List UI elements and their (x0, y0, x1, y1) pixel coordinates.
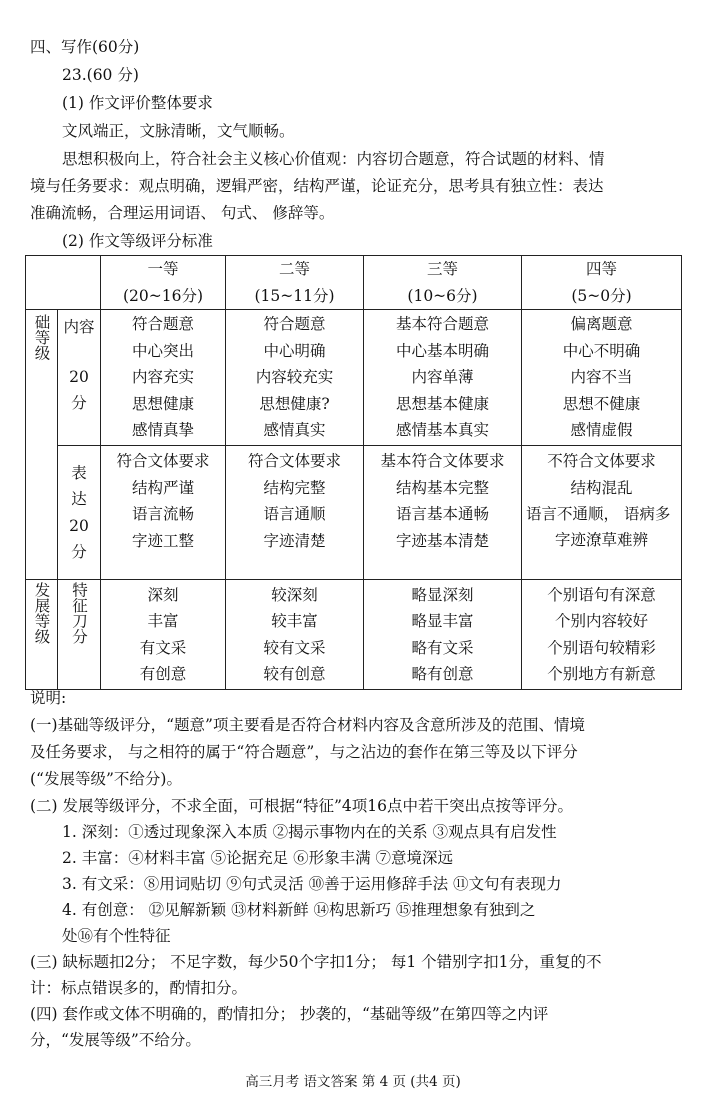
expression-label: 表 达 20 分 (58, 446, 101, 580)
development-grade-3: 略显深刻 略显丰富 略有文采 略有创意 (364, 580, 522, 690)
grade-3-header: 三等 (10~6分) (364, 256, 522, 310)
note-2-item-4-cont: 处⑯有个性特征 (62, 927, 171, 945)
part1-para-c: 准确流畅，合理运用词语、 句式、 修辞等。 (30, 204, 335, 222)
content-row (26, 310, 682, 446)
expression-grade-3: 基本符合文体要求 结构基本完整 语言基本通畅 字迹基本清楚 (364, 446, 522, 580)
note-2-item-3: 3. 有文采：⑧用词贴切 ⑨句式灵活 ⑩善于运用修辞手法 ⑪文句有表现力 (62, 875, 562, 893)
part1-para-a: 思想积极向上，符合社会主义核心价值观：内容切合题意，符合试题的材料、情 (62, 150, 605, 168)
development-row (26, 580, 682, 690)
page-footer: 高三月考 语文答案 第 4 页 (共4 页) (245, 1074, 461, 1090)
content-grade-3: 基本符合题意 中心基本明确 内容单薄 思想基本健康 感情基本真实 (364, 310, 522, 446)
expression-row (26, 446, 682, 580)
section-title: 四、写作(60分) (30, 38, 140, 56)
expression-grade-2: 符合文体要求 结构完整 语言通顺 字迹清楚 (226, 446, 364, 580)
note-2-item-2: 2. 丰富：④材料丰富 ⑤论据充足 ⑥形象丰满 ⑦意境深远 (62, 849, 453, 867)
grade-2-header: 二等 (15~11分) (226, 256, 364, 310)
development-grade-1: 深刻 丰富 有文采 有创意 (101, 580, 226, 690)
note-2-item-4: 4. 有创意： ⑫见解新颖 ⑬材料新鲜 ⑭构思新巧 ⑮推理想象有独到之 (62, 901, 536, 919)
note-1a: (一)基础等级评分，“题意”项主要看是否符合材料内容及含意所涉及的范围、情境 (30, 716, 585, 734)
header-blank-cell (26, 256, 101, 310)
development-grade-4: 个别语句有深意 个别内容较好 个别语句较精彩 个别地方有新意 (522, 580, 682, 690)
development-grade-2: 较深刻 较丰富 较有文采 较有创意 (226, 580, 364, 690)
note-1c: (“发展等级”不给分)。 (30, 770, 182, 788)
part1-heading: (1) 作文评价整体要求 (62, 94, 213, 112)
note-3a: (三) 缺标题扣2分； 不足字数，每少50个字扣1分； 每1 个错别字扣1分，重复的不 (30, 953, 602, 971)
part1-line1: 文风端正，文脉清晰，文气顺畅。 (62, 122, 295, 140)
expression-grade-4: 不符合文体要求 结构混乱 语言不通顺， 语病多 字迹潦草难辨 (522, 446, 682, 580)
note-1b: 及任务要求， 与之相符的属于“符合题意”，与之沾边的套作在第三等及以下评分 (30, 743, 578, 761)
notes-title: 说明: (30, 689, 67, 707)
grade-4-header: 四等 (5~0分) (522, 256, 682, 310)
part2-heading: (2) 作文等级评分标准 (62, 232, 213, 250)
basic-level-label: 础等级 (26, 310, 58, 580)
note-4a: (四) 套作或文体不明确的，酌情扣分； 抄袭的，“基础等级”在第四等之内评 (30, 1005, 549, 1023)
content-grade-2: 符合题意 中心明确 内容较充实 思想健康? 感情真实 (226, 310, 364, 446)
grade-header-row (26, 256, 682, 310)
content-label: 内容 20 分 (58, 310, 101, 446)
note-3b: 计：标点错误多的，酌情扣分。 (30, 979, 248, 997)
part1-para-b: 境与任务要求：观点明确，逻辑严密，结构严谨，论证充分，思考具有独立性：表达 (30, 177, 604, 195)
grade-1-header: 一等 (20~16分) (101, 256, 226, 310)
development-label: 发展等级 (26, 580, 58, 690)
content-grade-4: 偏离题意 中心不明确 内容不当 思想不健康 感情虚假 (522, 310, 682, 446)
note-2: (二) 发展等级评分，不求全面，可根据“特征”4项16点中若干突出点按等评分。 (30, 797, 573, 815)
note-2-item-1: 1. 深刻：①透过现象深入本质 ②揭示事物内在的关系 ③观点具有启发性 (62, 823, 557, 841)
content-grade-1: 符合题意 中心突出 内容充实 思想健康 感情真挚 (101, 310, 226, 446)
question-number: 23.(60 分) (62, 66, 139, 84)
note-4b: 分，“发展等级”不给分。 (30, 1031, 201, 1049)
grading-table (25, 255, 682, 690)
expression-grade-1: 符合文体要求 结构严谨 语言流畅 字迹工整 (101, 446, 226, 580)
feature-label: 特征 刀分 (58, 580, 101, 690)
